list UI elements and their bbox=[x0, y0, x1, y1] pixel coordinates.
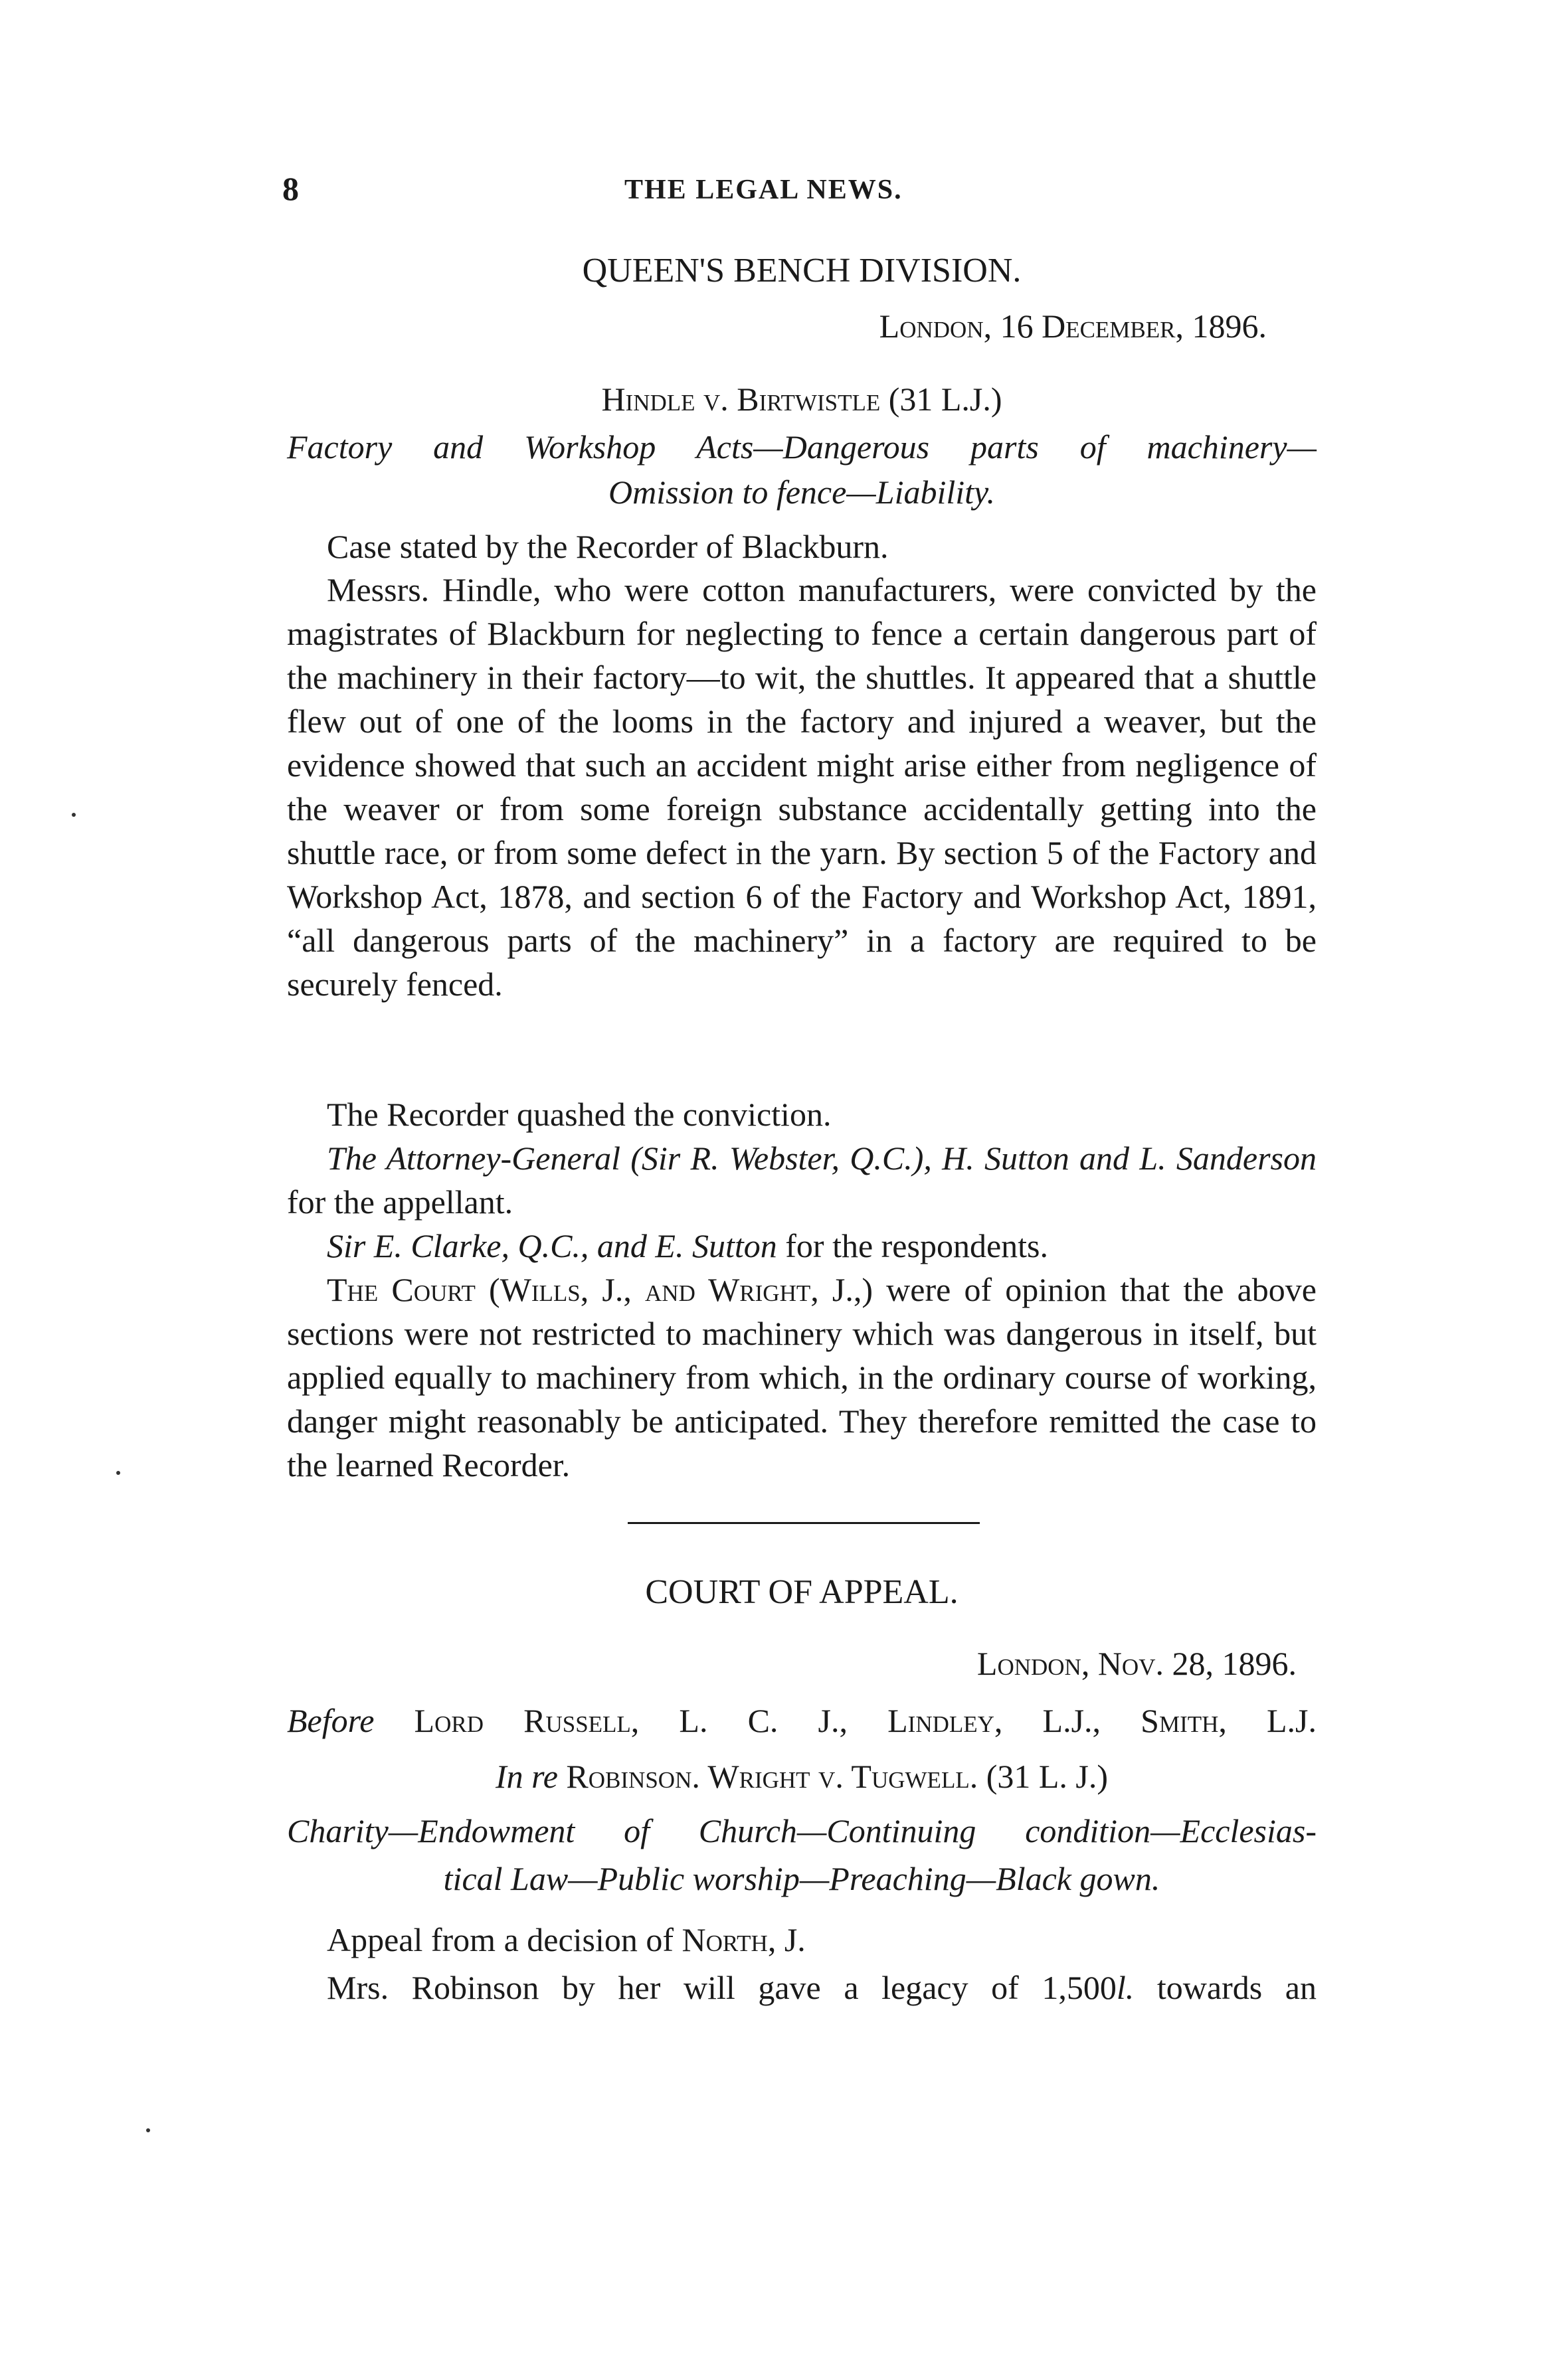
running-title: THE LEGAL NEWS. bbox=[624, 175, 903, 205]
case-title-2: In re Robinson. Wright v. Tugwell. (31 L. J.) bbox=[495, 1758, 1109, 1795]
scan-speck bbox=[146, 2128, 150, 2132]
counsel-appellant: The Attorney-General (Sir R. Webster, Q.C.), H. Sutton and L. Sanderson for the appellant. bbox=[287, 1140, 1317, 1221]
headnote-2-line-2: tical Law—Public worship—Preaching—Black gown. bbox=[443, 1860, 1160, 1897]
judgment-paragraph: The Court (Wills, J., and Wright, J.,) were of opinion that the above sections were not restricted to machinery which was dangerous in itself, but applied equally to machinery from which, in the ordinary course of working, danger might reasonably be anticipated. They therefore remitted the case to the learned Recorder. bbox=[287, 1271, 1317, 1484]
place-date-2: London, Nov. 28, 1896. bbox=[976, 1645, 1297, 1682]
headnote-1-line-2: Omission to fence—Liability. bbox=[608, 473, 995, 511]
page-number: 8 bbox=[282, 170, 299, 207]
scan-speck bbox=[116, 1471, 120, 1475]
paragraph-2-2: Mrs. Robinson by her will gave a legacy of 1,500l. towards an bbox=[327, 1969, 1317, 2006]
headnote-2-line-1: Charity—Endowment of Church—Continuing condition—Ecclesias- bbox=[287, 1812, 1317, 1849]
court-heading-1: QUEEN'S BENCH DIVISION. bbox=[582, 252, 1022, 290]
paragraph-1-3: The Recorder quashed the conviction. bbox=[327, 1096, 832, 1133]
paragraph-1-2: Messrs. Hindle, who were cotton manufacturers, were convicted by the magistrates of Blackburn for neglecting to fence a certain dangerous part of the machinery in their factory—to wit, the shuttles. It appeared that a shuttle flew out of one of the looms in the factory and injured a weaver, but the evidence showed that such an accident might arise either from negligence of the weaver or from some foreign substance accidentally getting into the shuttle race, or from some defect in the yarn. By section 5 of the Factory and Workshop Act, 1878, and section 6 of the Factory and Workshop Act, 1891, “all dangerous parts of the machinery” in a factory are required to be securely fenced. bbox=[287, 571, 1317, 1003]
scan-speck bbox=[72, 813, 76, 817]
headnote-1-line-1: Factory and Workshop Acts—Dangerous parts of machinery— bbox=[287, 428, 1317, 466]
counsel-respondent: Sir E. Clarke, Q.C., and E. Sutton for the respondents. bbox=[327, 1227, 1048, 1264]
paragraph-2-1: Appeal from a decision of North, J. bbox=[327, 1921, 806, 1958]
bench-line: Before Lord Russell, L. C. J., Lindley, L.J., Smith, L.J. bbox=[287, 1702, 1317, 1739]
case-title-1: Hindle v. Birtwistle (31 L.J.) bbox=[601, 381, 1002, 418]
paragraph-1-1: Case stated by the Recorder of Blackburn. bbox=[327, 528, 889, 565]
place-date-1: London, 16 December, 1896. bbox=[879, 307, 1267, 345]
section-divider bbox=[628, 1522, 980, 1524]
court-heading-2: COURT OF APPEAL. bbox=[645, 1573, 959, 1611]
